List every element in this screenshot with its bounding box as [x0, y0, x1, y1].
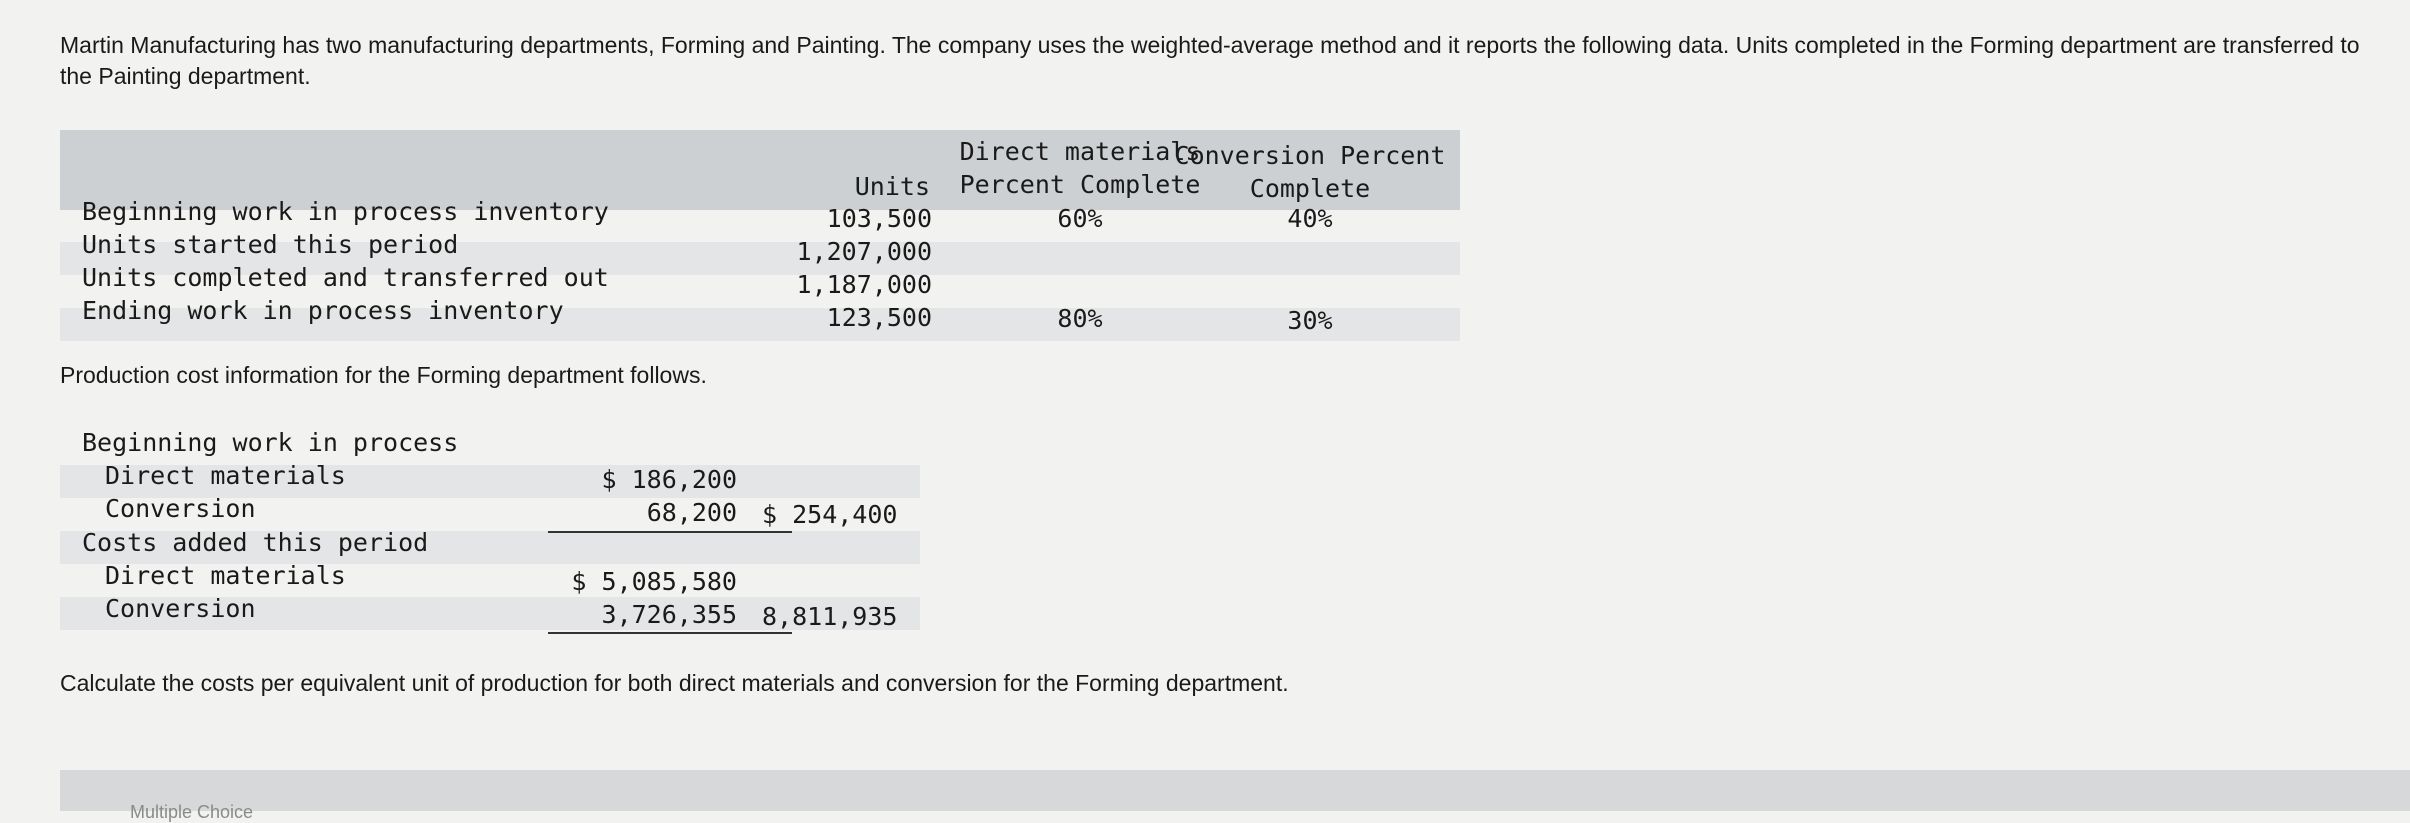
header-conv-line1: Conversion Percent — [1174, 141, 1446, 170]
row-units: 1,207,000 — [796, 237, 932, 266]
cost-table — [60, 425, 920, 635]
row-label: Ending work in process inventory — [82, 296, 564, 325]
row-label: Units completed and transferred out — [82, 263, 609, 292]
problem-intro: Martin Manufacturing has two manufacturing departments, Forming and Painting. The company uses the weighted-average method and it reports the following data. Units completed in the Forming department are transferred to the Painting department. — [60, 32, 2360, 89]
subtotal-underline — [548, 531, 792, 533]
multiple-choice-label: Multiple Choice — [130, 802, 254, 822]
row-units: 1,187,000 — [796, 270, 932, 299]
row-conv-percent: 40% — [1287, 204, 1333, 233]
added-dm-label: Direct materials — [105, 561, 346, 590]
production-cost-intro: Production cost information for the Forming department follows. — [60, 362, 707, 388]
header-units: Units — [854, 172, 930, 201]
added-conv-value: 3,726,355 — [601, 600, 737, 629]
row-label: Units started this period — [82, 230, 459, 259]
added-total: 8,811,935 — [762, 602, 898, 631]
row-dm-percent: 60% — [1057, 204, 1103, 233]
beginning-total: $ 254,400 — [762, 500, 898, 529]
header-dm-line1: Direct materials — [959, 137, 1201, 166]
header-dm-line2: Percent Complete — [959, 170, 1201, 199]
header-conv-line2: Complete — [1249, 174, 1371, 203]
beginning-dm-label: Direct materials — [105, 461, 346, 490]
units-table — [60, 130, 1460, 340]
question-text: Calculate the costs per equivalent unit of production for both direct materials and conversion for the Forming department. — [60, 670, 1289, 696]
beginning-conv-value: 68,200 — [646, 498, 737, 527]
subtotal-underline — [548, 632, 792, 634]
beginning-dm-value: $ 186,200 — [601, 465, 737, 494]
added-conv-label: Conversion — [105, 594, 256, 623]
answer-area[interactable] — [60, 770, 2410, 822]
beginning-wip-label: Beginning work in process — [82, 428, 459, 457]
costs-added-label: Costs added this period — [82, 528, 429, 557]
added-dm-value: $ 5,085,580 — [571, 567, 737, 596]
beginning-conv-label: Conversion — [105, 494, 256, 523]
row-label: Beginning work in process inventory — [82, 197, 609, 226]
row-dm-percent: 80% — [1057, 304, 1103, 333]
row-units: 123,500 — [826, 303, 932, 332]
row-conv-percent: 30% — [1287, 306, 1333, 335]
row-units: 103,500 — [826, 204, 932, 233]
